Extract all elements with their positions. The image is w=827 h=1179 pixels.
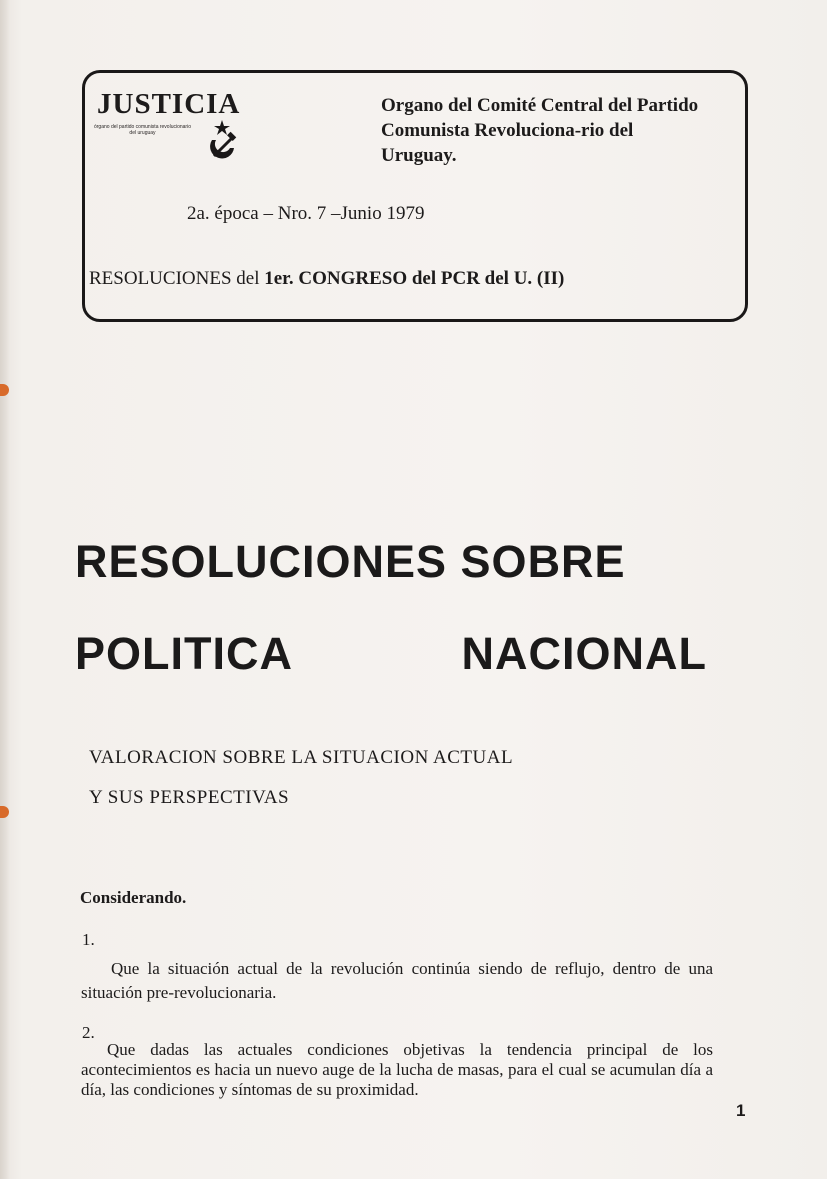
hammer-sickle-star-icon [200, 118, 244, 162]
considerando-heading: Considerando. [80, 888, 187, 907]
congress-line [89, 268, 564, 290]
congress-prefix: RESOLUCIONES del [89, 268, 260, 289]
title-word-nacional: NACIONAL [461, 628, 707, 679]
logo-subtitle: órgano del partido comunista revolucionario del uruguay [93, 124, 191, 136]
binding-edge [0, 0, 10, 1179]
title-word-politica: POLITICA [75, 628, 293, 679]
congress-name: 1er. CONGRESO del PCR del U. (II) [264, 268, 565, 289]
title-line-2 [75, 608, 707, 700]
section-subtitle [89, 738, 513, 818]
item-text-2: Que dadas las actuales condiciones objetivas la tendencia principal de los acontecimientos es hacia un nuevo auge de la lucha de masas, para el cual se acumulan día a día, las condiciones y síntomas de su proximidad. [81, 1040, 713, 1099]
page-number: 1 [736, 1101, 746, 1120]
title-line-1: RESOLUCIONES SOBRE [75, 536, 626, 587]
subtitle-line-2: Y SUS PERSPECTIVAS [89, 787, 290, 808]
publication-logo: JUSTICIA [97, 88, 241, 120]
subtitle-line-1: VALORACION SOBRE LA SITUACION ACTUAL [89, 747, 514, 768]
edition-line: 2a. época – Nro. 7 –Junio 1979 [187, 203, 425, 224]
organ-description: Organo del Comité Central del Partido Comunista Revoluciona-rio del Uruguay. [381, 95, 699, 166]
item-text-1: Que la situación actual de la revolución continúa siendo de reflujo, dentro de una situación pre-revolucionaria. [81, 959, 713, 1002]
main-title [75, 516, 715, 700]
item-number-1: 1. [82, 930, 95, 949]
item-number-2: 2. [82, 1023, 95, 1042]
